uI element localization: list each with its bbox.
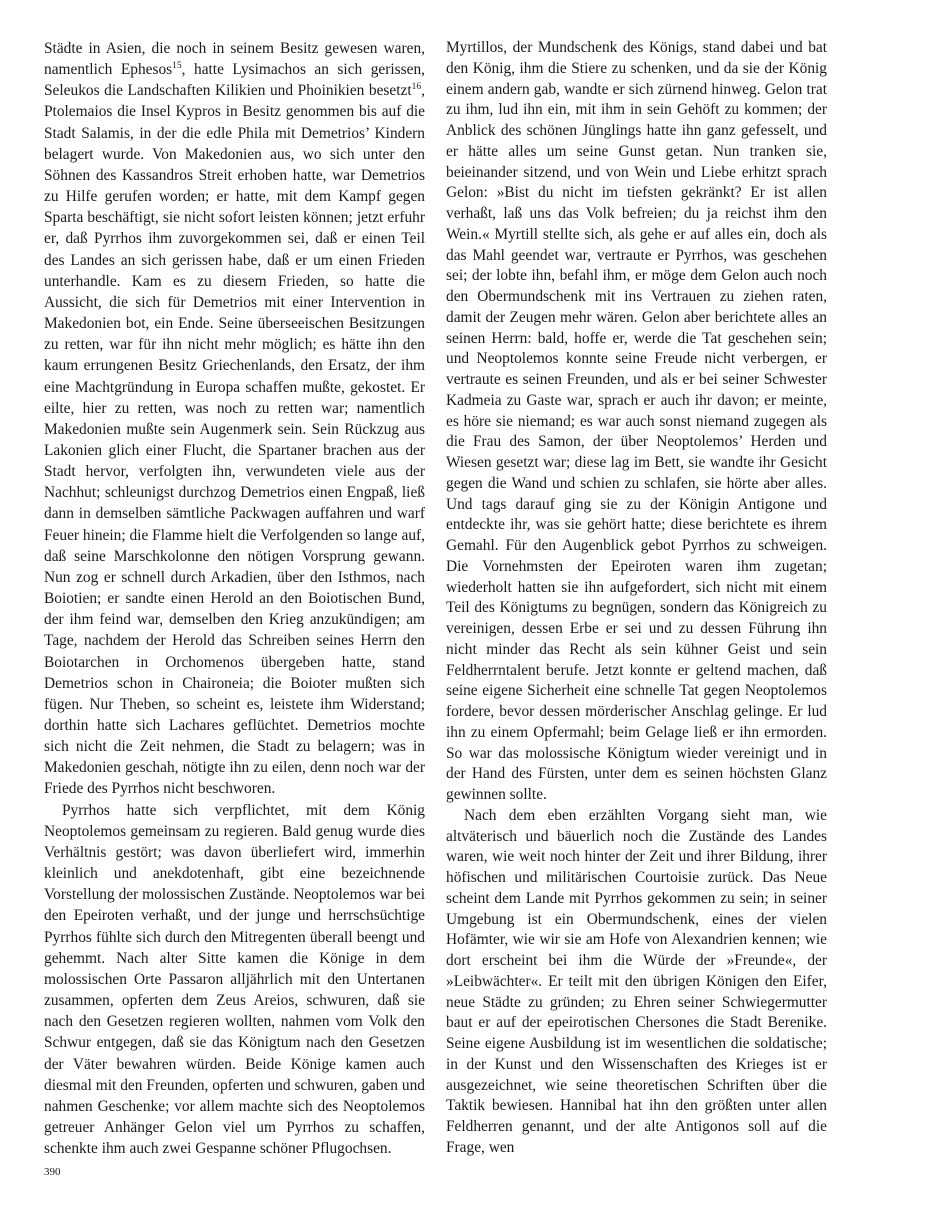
right-text-column [446, 38, 827, 1159]
text-run: , hatte Lysimachos an sich gerissen, Seleukos die Landschaften Kilikien und Phoinikien besetzt [44, 61, 425, 100]
left-text-column [44, 38, 425, 1159]
footnote-marker[interactable]: 16 [411, 82, 422, 93]
footnote-marker[interactable]: 15 [172, 61, 182, 72]
page-number: 390 [44, 1166, 61, 1178]
paragraph [44, 38, 425, 800]
paragraph: Myrtillos, der Mundschenk des Königs, stand dabei und bat den König, ihm die Stiere zu schenken, und da sie der König einem andern gab, wandte er sich zürnend hinweg. Gelon trat zu ihm, lud ihn ein, mit ihm in sein Gehöft zu kommen; der Anblick des schönen Jünglings hatte ihn ganz gefesselt, und er hätte alles um seine Gunst getan. Nun tranken sie, beieinander sitzend, und von Wein und Liebe erhitzt sprach Gelon: »Bist du nicht im tiefsten gekränkt? Er ist allen verhaßt, laß uns das Volk befreien; du ja reichst ihm den Wein.« Myrtill stellte sich, als gehe er auf alles ein, doch als das Mahl geendet war, vertraute er Pyrrhos, was geschehen sei; der lobte ihn, befahl ihm, er möge dem Gelon auch noch den Obermundschenk mit ins Vertrauen zu ziehen raten, damit der Zeugen mehr wären. Gelon aber berichtete alles an seinen Herrn: bald, hoffe er, werde die Tat geschehen sein; und Neoptolemos konnte seine Freude nicht verbergen, er vertraute es seinen Freunden, und als er bei seiner Schwester Kadmeia zu Gaste war, sprach er auch ihr davon; er meinte, es höre sie niemand; es war auch sonst niemand zugegen als die Frau des Samon, der über Neoptolemos’ Herden und Wiesen gesetzt war; diese lag im Bett, sie wandte ihr Gesicht gegen die Wand und schien zu schlafen, sie hörte aber alles. Und tags darauf ging sie zu der Königin Antigone und entdeckte ihr, was sie gehört hatte; diese berichtete es ihrem Gemahl. Für den Augenblick gebot Pyrrhos zu schweigen. Die Vornehmsten der Epeiroten waren ihm zugetan; wiederholt hatten sie ihn aufgefordert, sich nicht mit einem Teil des Königtums zu begnügen, sondern das Königreich zu vereinigen, dessen Erbe er sei und zu dessen Führung ihn nicht minder das Recht als sein kühner Geist und sein Feldherrntalent berufe. Jetzt konnte er geltend machen, daß seine eigene Sicherheit eine schnelle Tat gegen Neoptolemos fordere, bevor dessen mörderischer Anschlag gelinge. Er lud ihn zu einem Opfermahl; beim Gelage ließ er ihn ermorden. So war das molossische Königtum wieder vereinigt und in der Hand des Fürsten, unter dem es seinen höchsten Glanz gewinnen sollte. [446, 39, 827, 803]
text-run: , Ptolemaios die Insel Kypros in Besitz genommen bis auf die Stadt Salamis, in der die edle Phila mit Demetrios’ Kindern belagert wurde. Von Makedonien aus, wo sich unter den Söhnen des Kassandros Streit erhoben hatte, war Demetrios zu Hilfe gerufen worden; er hatte, mit dem Kampf gegen Sparta beschäftigt, sie nicht sofort leisten können; jetzt erfuhr er, daß Pyrrhos ihm zuvorgekommen sei, daß er einen Teil des Landes an sich gerissen habe, daß er um einen Frieden unterhandle. Kam es zu diesem Frieden, so hatte die Aussicht, die sich für Demetrios mit einer Intervention in Makedonien bot, ein Ende. Seine überseeischen Besitzungen zu retten, war für ihn nicht mehr möglich; es hätte ihn den kaum errungenen Besitz Griechenlands, den Ersatz, der ihm eine Machtgründung in Europa schaffen mußte, gekostet. Er eilte, hier zu retten, was noch zu retten war; namentlich Makedonien mußte sein Augenmerk sein. Sein Rückzug aus Lakonien glich einer Flucht, die Spartaner brachen aus der Stadt hervor, verfolgten ihn, verwundeten viele aus der Nachhut; schleunigst durchzog Demetrios einen Engpaß, ließ dann in demselben sämtliche Packwagen auffahren und warf Feuer hinein; die Flamme hielt die Verfolgenden so lange auf, daß seine Marschkolonne den nötigen Vorsprung gewann. Nun zog er schnell durch Arkadien, über den Isthmos, nach Boiotien; er sandte einen Herold an den Boiotischen Bund, der ihm feind war, demselben den Krieg anzukündigen; am Tage, nachdem der Herold das Schreiben seines Herrn den Boiotarchen in Orchomenos übergeben hatte, stand Demetrios schon in Chaironeia; die Boioter mußten sich fügen. Nur Theben, so scheint es, leistete ihm Widerstand; dorthin hatte sich Lachares geflüchtet. Demetrios mochte sich nicht die Zeit nehmen, die Stadt zu belagern; was in Makedonien geschah, nötigte ihn zu eilen, denn noch war der Friede des Pyrrhos nicht beschworen. [44, 82, 425, 798]
text-run: Städte in Asien, die noch in seinem Besitz gewesen waren, namentlich Ephesos [44, 40, 425, 79]
paragraph: Pyrrhos hatte sich verpflichtet, mit dem König Neoptolemos gemeinsam zu regieren. Bald genug wurde dies Verhältnis gestört; was davon überliefert wird, immerhin kleinlich und anekdotenhaft, gibt eine bezeichnende Vorstellung der molossischen Zustände. Neoptolemos war bei den Epeiroten verhaßt, und der junge und herrschsüchtige Pyrrhos fühlte sich durch den Mitregenten überall beengt und gehemmt. Nach alter Sitte kamen die Könige in dem molossischen Orte Passaron alljährlich mit den Untertanen zusammen, opferten dem Zeus Areios, schwuren, daß sie nach den Gesetzen regieren wollten, nahmen vom Volk den Schwur entgegen, daß sie das Königtum nach den Gesetzen der Väter bewahren würden. Beide Könige kamen auch diesmal mit den Freunden, opferten und schwuren, gaben und nahmen Geschenke; vor allem machte sich des Neoptolemos getreuer Anhänger Gelon viel um Pyrrhos zu schaffen, schenkte ihm auch zwei Gespanne schöner Pflugochsen. [44, 801, 425, 1158]
paragraph: Nach dem eben erzählten Vorgang sieht man, wie altväterisch und bäuerlich noch die Zustände des Landes waren, wie weit noch hinter der Zeit und ihrer Bildung, ihrer höfischen und militärischen Courtoisie zurück. Das Neue scheint dem Lande mit Pyrrhos gekommen zu sein; in seiner Umgebung ist ein Obermundschenk, eines der vielen Hofämter, wie wir sie am Hofe von Alexandrien kennen; wie dort erscheint bei ihm die Würde der »Freunde«, der »Leibwächter«. Er teilt mit den übrigen Königen den Eifer, neue Städte zu gründen; zu Ehren seiner Schwiegermutter baut er auf der epeirotischen Chersones die Stadt Berenike. Seine eigene Ausbildung ist im wesentlichen die soldatische; in der Kunst und den Wissenschaften des Krieges ist er ausgezeichnet, wie seine theoretischen Schriften über die Taktik bewiesen. Hannibal hat ihn den größten unter allen Feldherren genannt, und der alte Antigonos soll auf die Frage, wen [446, 806, 827, 1156]
